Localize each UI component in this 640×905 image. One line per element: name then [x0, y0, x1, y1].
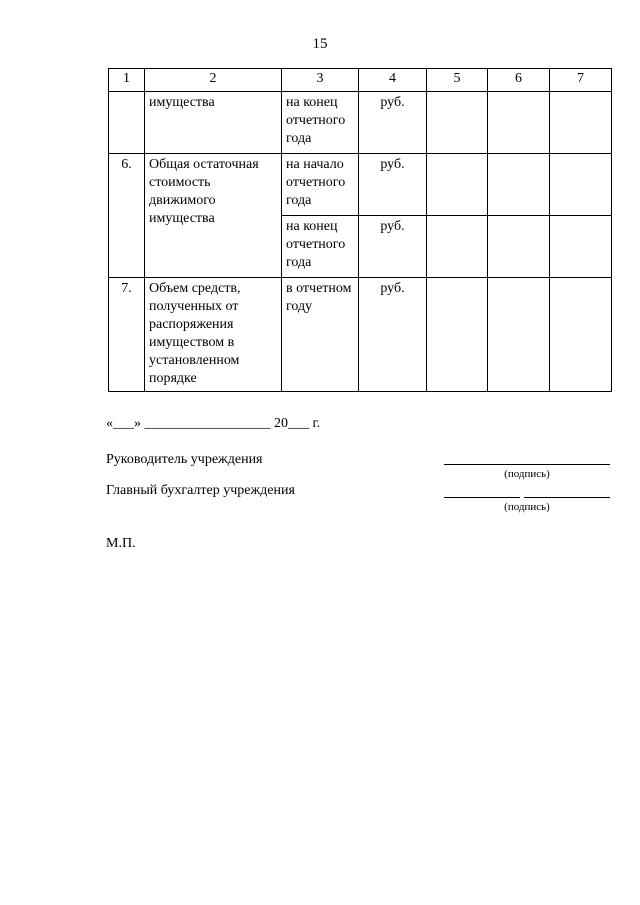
- value-cell: [488, 154, 550, 216]
- table-row: [109, 92, 612, 154]
- indicator-name-cell: Объем средств, полученных от распоряжения имуществом в установленном порядке: [145, 278, 282, 392]
- value-cell: [427, 154, 488, 216]
- table-header-row: [109, 69, 612, 92]
- date-line: «___» __________________ 20___ г.: [106, 416, 321, 431]
- page-number: 15: [312, 36, 328, 52]
- value-cell: [488, 216, 550, 278]
- accountant-signature-caption: (подпись): [504, 501, 550, 513]
- header-cell: 6: [488, 69, 550, 92]
- accountant-name-line: [524, 497, 610, 498]
- period-cell: в отчетном году: [282, 278, 359, 392]
- value-cell: [488, 278, 550, 392]
- period-cell: на начало отчетного года: [282, 154, 359, 216]
- header-cell: 5: [427, 69, 488, 92]
- indicator-name-cell: Общая остаточная стоимость движимого имущества: [145, 154, 282, 278]
- table-row: [109, 278, 612, 392]
- value-cell: [427, 216, 488, 278]
- unit-cell: руб.: [359, 216, 427, 278]
- value-cell: [550, 278, 612, 392]
- value-cell: [488, 92, 550, 154]
- value-cell: [427, 92, 488, 154]
- header-cell: 4: [359, 69, 427, 92]
- unit-cell: руб.: [359, 92, 427, 154]
- period-cell: на конец отчетного года: [282, 92, 359, 154]
- accountant-signature-line: [444, 497, 520, 498]
- header-cell: 1: [109, 69, 145, 92]
- accountant-signature-label: Главный бухгалтер учреждения: [106, 483, 295, 498]
- value-cell: [550, 216, 612, 278]
- period-cell: на конец отчетного года: [282, 216, 359, 278]
- value-cell: [427, 278, 488, 392]
- value-cell: [550, 92, 612, 154]
- row-number-cell: [109, 92, 145, 154]
- head-signature-caption: (подпись): [504, 468, 550, 480]
- header-cell: 3: [282, 69, 359, 92]
- unit-cell: руб.: [359, 278, 427, 392]
- value-cell: [550, 154, 612, 216]
- header-cell: 2: [145, 69, 282, 92]
- indicator-name-cell: имущества: [145, 92, 282, 154]
- head-signature-label: Руководитель учреждения: [106, 452, 263, 467]
- report-table: [108, 68, 612, 392]
- row-number-cell: 7.: [109, 278, 145, 392]
- table-row: [109, 154, 612, 216]
- unit-cell: руб.: [359, 154, 427, 216]
- stamp-place: М.П.: [106, 536, 136, 551]
- header-cell: 7: [550, 69, 612, 92]
- head-signature-line: [444, 464, 610, 465]
- row-number-cell: 6.: [109, 154, 145, 278]
